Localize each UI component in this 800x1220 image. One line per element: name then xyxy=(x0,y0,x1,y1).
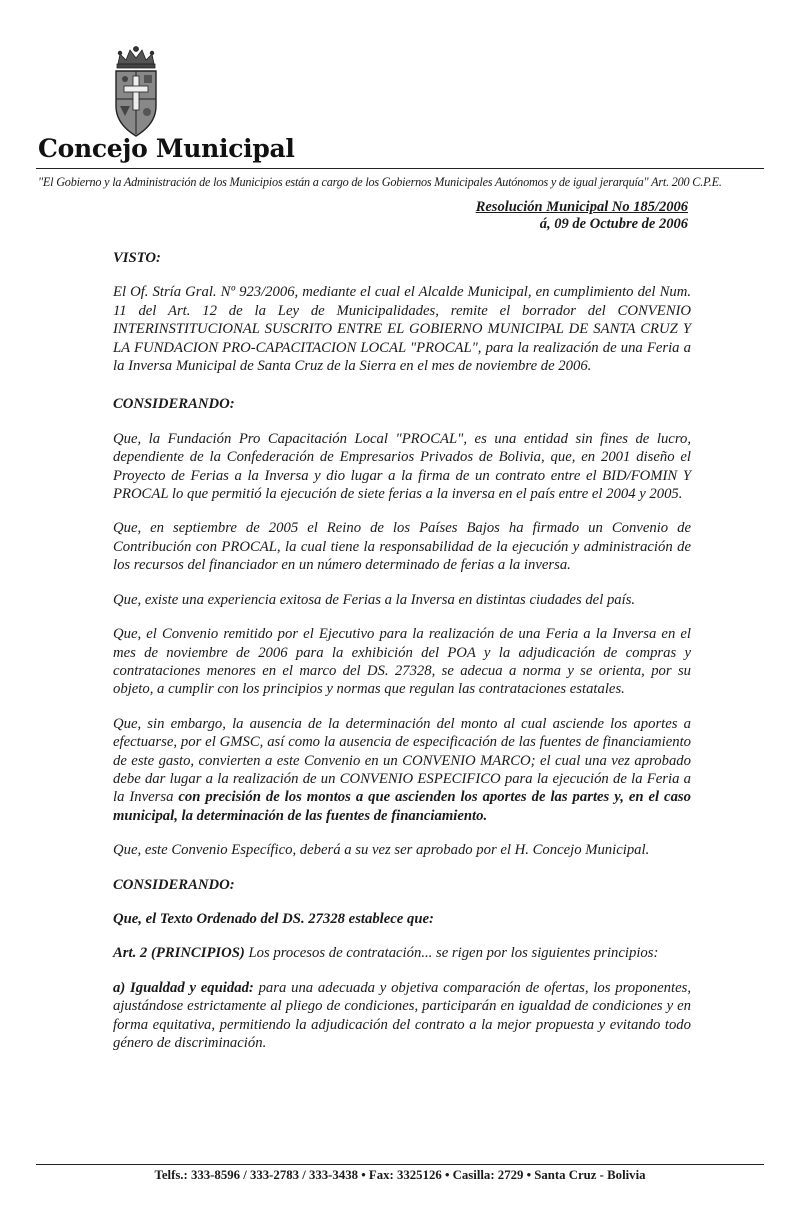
org-name: Concejo Municipal xyxy=(38,134,295,163)
item-a-text: para una adecuada y objetiva comparación de ofertas, los proponentes, ajustándose estrictamente al pliego de condiciones, participarán en igualdad de condiciones y en forma equitativa, permitiendo la adjudicación del contrato a la mejor propuesta y evitando todo género de discriminación. xyxy=(113,979,691,1051)
considerando-heading-2: CONSIDERANDO: xyxy=(113,876,235,893)
considerando-paragraph xyxy=(113,715,691,825)
resolution-block xyxy=(476,199,688,233)
visto-text: El Of. Stría Gral. Nº 923/2006, mediante el cual el Alcalde Municipal, en cumplimiento del Num. 11 del Art. 12 de la Ley de Municipalidades, remite el borrador del CONVENIO INTERINSTITUCIONAL SUSCRITO ENTRE EL GOBIERNO MUNICIPAL DE SANTA CRUZ Y LA FUNDACION PRO-CAPACITACION LOCAL "PROCAL", para la realización de una Feria a la Inversa Municipal de Santa Cruz de la Sierra en el mes de noviembre de 2006. xyxy=(113,284,691,375)
item-a-label: a) Igualdad y equidad: xyxy=(113,979,254,996)
p5-bold-text: con precisión de los montos a que ascienden los aportes de las partes y, en el caso municipal, la determinación de las fuentes de financiamiento. xyxy=(113,789,691,824)
considerando-paragraph: Que, el Convenio remitido por el Ejecutivo para la realización de una Feria a la Inversa en el mes de noviembre de 2006 para la exhibición del POA y la adjudicación de compras y contrataciones menores en el marco del DS. 27328, se adecua a norma y se orienta, por su objeto, a cumplir con los principios y normas que regulan las contrataciones estatales. xyxy=(113,626,691,698)
article-2 xyxy=(113,944,691,962)
considerando-paragraph: Que, en septiembre de 2005 el Reino de los Países Bajos ha firmado un Convenio de Contribución con PROCAL, la cual tiene la responsabilidad de la ejecución y administración de los recursos del financiador en un número determinado de ferias a la inversa. xyxy=(113,520,691,574)
considerando-paragraph: Que, existe una experiencia exitosa de Ferias a la Inversa en distintas ciudades del país. xyxy=(113,591,636,608)
visto-heading: VISTO: xyxy=(113,250,161,266)
article-2-label: Art. 2 (PRINCIPIOS) xyxy=(113,945,245,962)
document-body xyxy=(113,249,691,1068)
footer-rule xyxy=(36,1164,764,1165)
ds-intro: Que, el Texto Ordenado del DS. 27328 establece que: xyxy=(113,910,434,927)
footer-contact: Telfs.: 333-8596 / 333-2783 / 333-3438 • Fax: 3325126 • Casilla: 2729 • Santa Cruz - Bolivia xyxy=(154,1168,646,1182)
considerando-paragraph: Que, la Fundación Pro Capacitación Local "PROCAL", es una entidad sin fines de lucro, dependiente de la Confederación de Empresarios Privados de Bolivia, que, en 2001 diseño el Proyecto de Ferias a la Inversa y dio lugar a la firma de un contrato entre el BID/FOMIN Y PROCAL lo que permitió la ejecución de siete ferias a la inversa en el país entre el 2004 y 2005. xyxy=(113,430,691,503)
p5-normal-text: Que, sin embargo, la ausencia de la determinación del monto al cual asciende los aportes a efectuarse, por el GMSC, así como la ausencia de especificación de las fuentes de financiamiento de este gasto, convierten a este Convenio en un CONVENIO MARCO; el cual una vez aprobado debe dar lugar a la realización de un CONVENIO ESPECIFICO para la ejecución de la Feria a la Inversa xyxy=(113,715,691,806)
header-rule xyxy=(36,168,764,169)
resolution-date: á, 09 de Octubre de 2006 xyxy=(539,216,688,232)
header-motto: "El Gobierno y la Administración de los Municipios están a cargo de los Gobiernos Municipales Autónomos y de igual jerarquía" Art. 200 C.P.E. xyxy=(38,175,722,189)
article-2-text: Los procesos de contratación... se rigen por los siguientes principios: xyxy=(244,945,659,962)
considerando-heading-1: CONSIDERANDO: xyxy=(113,396,235,413)
considerando-paragraph: Que, este Convenio Específico, deberá a su vez ser aprobado por el H. Concejo Municipal. xyxy=(113,842,650,859)
coat-of-arms-icon xyxy=(108,44,164,142)
resolution-number: Resolución Municipal No 185/2006 xyxy=(475,199,688,215)
item-a xyxy=(113,979,691,1053)
